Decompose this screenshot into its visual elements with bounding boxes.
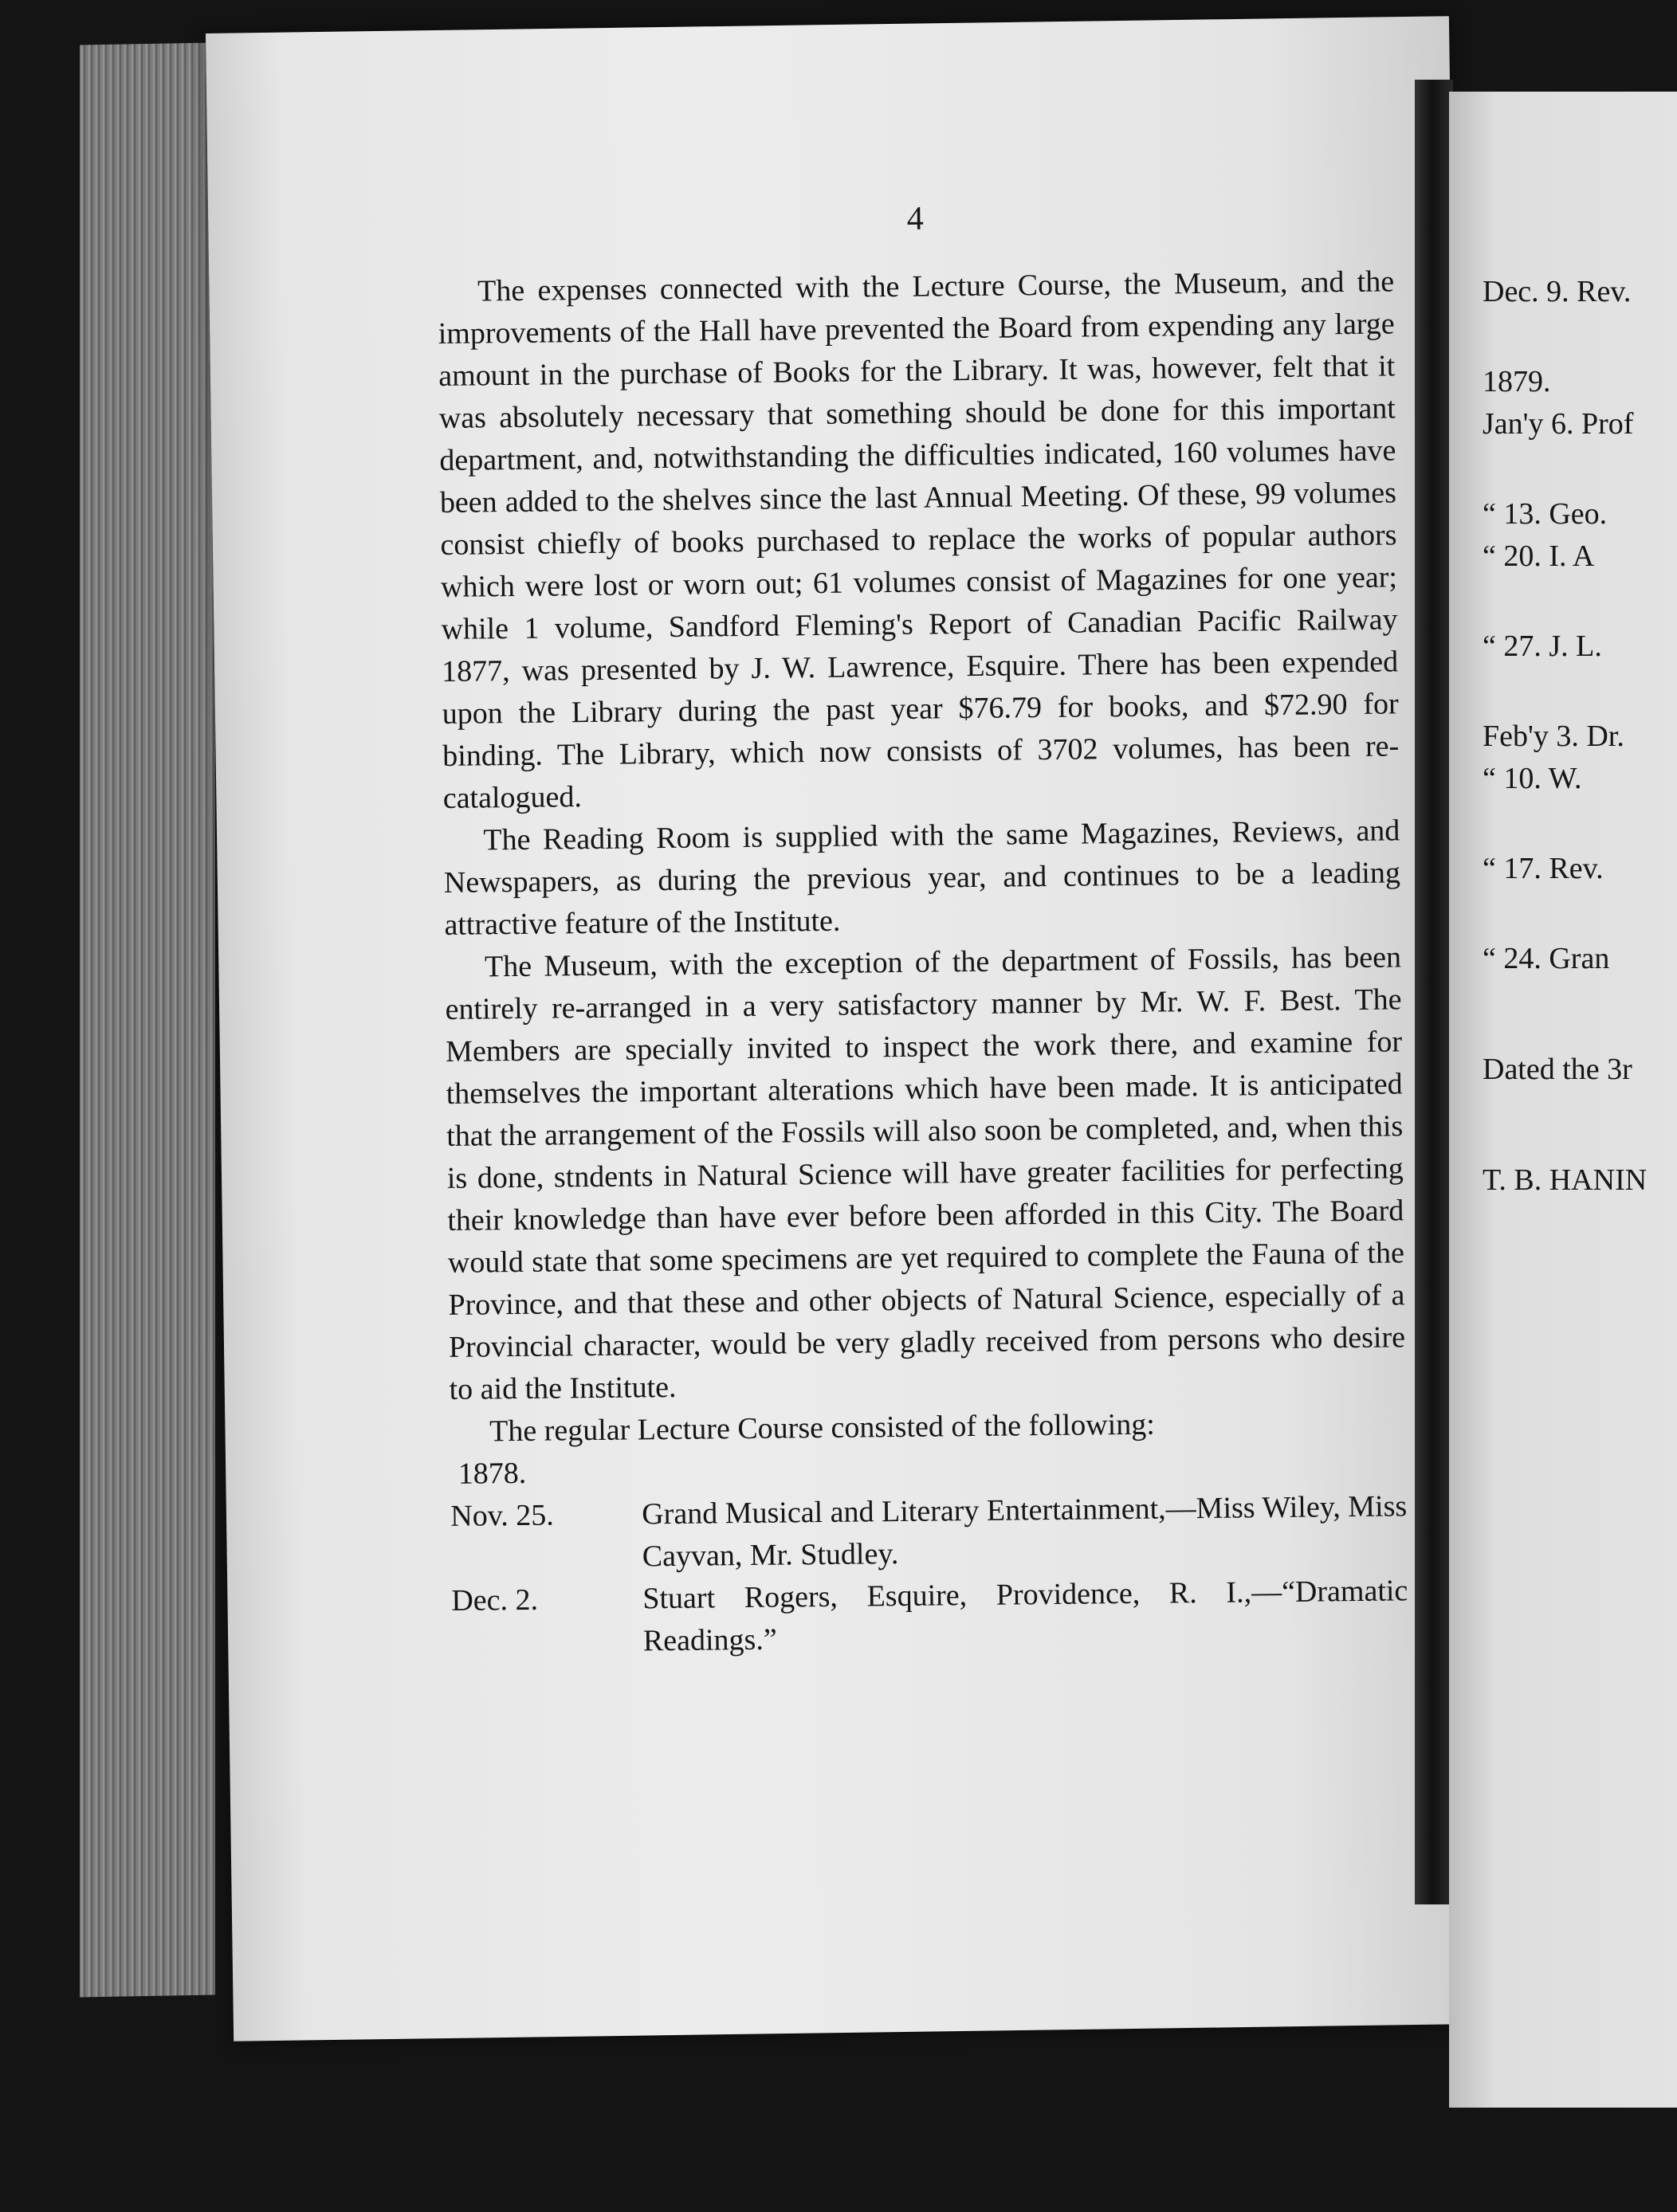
- right-line: 1879.: [1483, 365, 1551, 398]
- right-line: “ 24. Gran: [1483, 942, 1610, 975]
- right-line: Jan'y 6. Prof: [1483, 407, 1634, 441]
- library-paragraph: The expenses connected with the Lecture Course, the Museum, and the improvements of the Hall have prevented the Board from expending any large amount in the purchase of Books for the Library. It was, however, felt that it was absolutely necessary that something should be done for this important department, and, notwithstanding the difficulties indicated, 160 volumes have been added to the shelves since the last Annual Meeting. Of these, 99 volumes consist chiefly of books purchased to replace the works of popular authors which were lost or worn out; 61 volumes consist of Magazines for one year; while 1 volume, Sandford Fleming's Report of Canadian Pacific Railway 1877, was presented by J. W. Lawrence, Esquire. There has been expended upon the Library during the past year $76.79 for books, and $72.90 for binding. The Library, which now consists of 3702 volumes, has been re-catalogued.: [438, 265, 1400, 815]
- right-line: “ 10. W.: [1483, 762, 1582, 795]
- right-line: “ 20. I. A: [1483, 539, 1595, 573]
- book-gutter: [1415, 80, 1453, 1904]
- lecture-entry: [451, 1570, 1408, 1665]
- right-line: “ 13. Geo.: [1483, 497, 1608, 531]
- right-line: Feb'y 3. Dr.: [1483, 720, 1624, 753]
- lecture-date: Nov. 25.: [450, 1498, 554, 1533]
- lecture-entry: [450, 1485, 1408, 1580]
- right-line: Dec. 9. Rev.: [1483, 275, 1632, 308]
- right-line: “ 27. J. L.: [1483, 629, 1602, 663]
- right-line: T. B. HANIN: [1483, 1163, 1648, 1197]
- lecture-description: Stuart Rogers, Esquire, Providence, R. I.,—“Dramatic Readings.”: [642, 1574, 1408, 1658]
- year-heading: 1878.: [458, 1456, 527, 1491]
- right-line: Dated the 3r: [1483, 1053, 1632, 1086]
- right-line: “ 17. Rev.: [1483, 852, 1604, 885]
- book-page-edges: [80, 43, 215, 1998]
- lecture-course-intro: The regular Lecture Course consisted of the following:: [489, 1407, 1156, 1449]
- right-page-text: [1483, 271, 1677, 1202]
- page-number: 4: [906, 200, 924, 237]
- reading-room-paragraph: The Reading Room is supplied with the same Magazines, Reviews, and Newspapers, as during the previous year, and continues to be a leading attractive feature of the Institute.: [443, 814, 1401, 942]
- left-page-text: [437, 193, 1408, 1664]
- lecture-description: Grand Musical and Literary Entertainment,—Miss Wiley, Miss Cayvan, Mr. Studley.: [642, 1489, 1408, 1574]
- lecture-date: Dec. 2.: [451, 1583, 539, 1618]
- museum-paragraph: The Museum, with the exception of the department of Fossils, has been entirely re-arranged in a very satisfactory manner by Mr. W. F. Best. The Members are specially invited to inspect the work there, and examine for themselves the important alterations which have been made. It is anticipated that the arrangement of the Fossils will also soon be completed, and, when this is done, stndents in Natural Science will have greater facilities for perfecting their knowledge than have ever before been afforded in this City. The Board would state that some specimens are yet required to complete the Fauna of the Province, and that these and other objects of Natural Science, especially of a Provincial character, would be very gladly received from persons who desire to aid the Institute.: [445, 940, 1406, 1406]
